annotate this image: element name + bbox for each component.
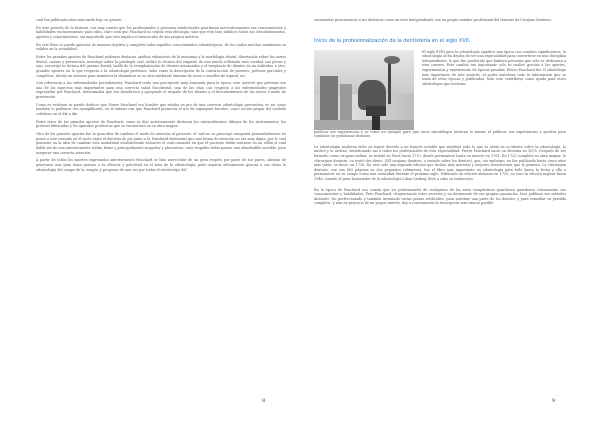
paragraph: Con referencia a las enfermedades periodontales, Fauchard tenía una percepción muy avanzada para la época, este aseveró que prevenir era una de los aspectos más importantes para una correcta salud bucodental, una de las citas con respecto a las enfermedades gingivales expresadas por Fauchard, determinaba que era beneficioso y apropiado el raspado de los dientes y el descubrimiento de las raíces a modo de prevención. [36, 81, 286, 100]
paragraph: cual fue publicada años más tarde bajo su género. [36, 18, 123, 22]
dental-office-photo [314, 50, 414, 130]
section-heading: Inicio de la profesionalización de la dentistería en el siglo XVII. [314, 37, 471, 44]
figure-side-text: El siglo XVIII para la odontología significó una época con cambios significativos, la odontología al fin dejaba de ser una especialidad para convertirse en una disciplina independiente, lo que fue producido que hubiera personas que solo se dedicaran a esta carrera. Este cambio tan importante solo se realizó gracias a los aportes, experimentos y experiencias de épocas pasadas. Pierre Fauchard fue el odontólogo más importante de este período, al poder sintetizar toda la información que se tenía de otras épocas y publicadas, todo esto contribuyó como ayuda para otros odontólogos que hicieran [422, 49, 566, 86]
page-number: 9 [552, 398, 556, 404]
right-page-text [314, 18, 566, 206]
paragraph: Como es evidente se puede deducir que Pierre Fauchard era hombre que estaba en pro de una correcta odontología preventiva, es así como también lo podemos ver ejemplificado, en el énfasis con que Fauchard promovía el uso de enjuagues bucales, como acción propia del cuidado cotidiano en el día a día. [36, 102, 286, 117]
paragraph: publicar sus experiencias y se tornó un ejemplo para que otros odontólogos hicieran lo mismo al publicar sus experiencias y aportes para combatir los problemas dentales. [314, 129, 566, 139]
paragraph: En este libro se puede apreciar de manera objetiva y completa todos aquellos conocimientos odontológicos, de los cuales muchos mantienen su validez en la actualidad. [36, 42, 286, 52]
left-page-text [36, 18, 286, 172]
paragraph: En la época de Fauchard era común que los profesionales de cualquiera de las artes terapéuticas guardasen guardasen celosamente sus conocimientos y habilidades. Pero Fauchard, despreciando estos secretos y en detrimento de sus propias ganancias, hizo públicas sus métodos diciendo: 'he perfeccionado y también inventado varias piezas artificiales, para sustituir una parte de los dientes, y para remediar su pérdida completa'. y aun en perjuicio de mi propio interés, doy a continuación la descripción más exacta posible [314, 187, 566, 206]
paragraph: Entre otros de los grandes aportes de Fauchard, como se dijo anteriormente destacan los extraordinarios dibujos de los instrumentos, las prótesis fabricadas y los aparatos protésicos que se encuentran en su obra magna. [36, 119, 286, 129]
page-number: 8 [262, 398, 266, 404]
paragraph: Otro de los grandes aportes fue la gran idea de cambiar el modo de atención al paciente, el cual no se preocupó ensayaría primordialmente en poner a este sentado en el suelo entre el dentista de pie junto a él, Fauchard determinó que una forma de atención no era muy digna, por lo cual pensione en la idea de cambiar esta modalidad estableciendo entonces el cual consistía en que el paciente debía sentarse en un sillón el cual debía ser de una anteriormente sólida, firme y principalmente acogedor y placentero, cuyo respaldo debía poseer una almohadilla movible, para asegurar una correcta atención. [36, 132, 286, 155]
paragraph: En este período de la historia, era muy común que los profesionales y personas intelectuales guardaran meticulosamente sus conocimientos y habilidades exclusivamente para ellos, claro está que Fauchard no seguía esta ideología, sino que este hizo públicos todos sus descubrimientos, aportes y conocimientos, sin importarle que esto implica el menoscabo de sus propios méritos. [36, 25, 286, 39]
paragraph: A partir de todos los aportes expresados anteriormente Fauchard se hizo merecedor de un gran respeto por parte de sus pares, además de generarse una gran fama gracias a su eficacia y pulcritud en el área de la odontología, pudo separar eficazmente gracias a sus obras la odontología del campo de la cirugía, y proponer de una vez por todas el estereotipo del [36, 158, 286, 172]
paragraph: sacamuelas posicionando a los dentistas como un ente independiente con un propio nombre profesional del término de Cirujano Dentista. [314, 18, 552, 22]
paragraph: Entre los grandes aportes de Fauchard podemos destacar, análisis exhaustivo de la anatomía y la morfología dental, disertación sobre las caries dental, causas y prevención, investigó sobre la patología oral, utilizó la técnica del empaste de una muela rellenada esta cavidad con plomo y zinc, investigó la técnica del gusano dental, habló de la reimplantación de dientes arrancados y el trasplante de dientes de un individuo a otro, grandes aportes en lo que respecta a la odontología protésica, tales como la descripción de la construcción de puentes, prótesis parciales y completas, diseñó un sistema para mantener la dentadura en su sitio mediante láminas de acero o muelles de espiral, etc. [36, 55, 286, 78]
paragraph: La odontología moderna debe su mayor desvelo a un francés notable que sintetizó todo lo que se sabía en occidente sobre la odontología, lo unificó y lo ordenó, beneficiando así a todos los profesionales de esta especialidad. Pierre Fauchard nació en Bretaña en 1678. Después de ser formado como cirujano militar, se instaló en París hacia 1719, donde permaneció hasta su muerte en 1761. En 1723 completó su obra magna: le chirurgien dentiste, ou traité des dents. ((El cirujano dentista, o tratado sobre los dientes), que, sin embargo, no fue publicado hasta cinco años más tarde, es decir, en 1728. En este sale una segunda edición que incluía más material y mejores ilustraciones que la primera. Le chirurgien dentiste, con sus 863 páginas en dos pequeños volúmenes, fue el libro más importante en odontología para todo hasta la fecha y ella a permanecer en su campo como una autoridad durante el próximo siglo. Publicado en edición alemana en 1733, no tuvo la edición inglesa hasta 1946, cuando el gran historiador de la odontología Lilian Lindsay llevó a cabo su traducción. [314, 144, 566, 181]
right-page [300, 0, 600, 424]
figure-row [314, 50, 566, 130]
